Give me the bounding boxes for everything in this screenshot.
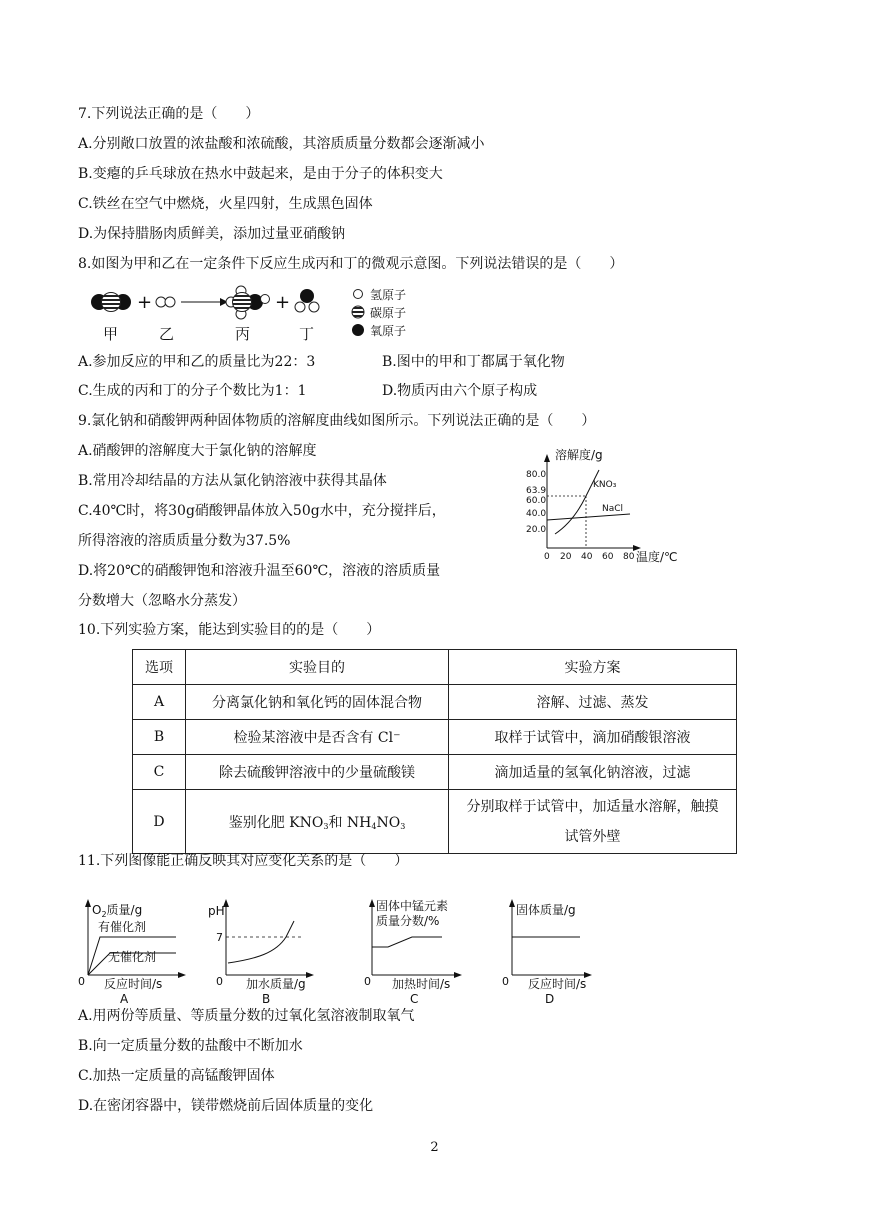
svg-text:A: A bbox=[120, 992, 129, 1006]
nacl-label: NaCl bbox=[602, 504, 624, 514]
row-a-plan: 溶解、过滤、蒸发 bbox=[449, 685, 737, 720]
row-d-option: D bbox=[133, 790, 186, 854]
q8-molecule-diagram bbox=[85, 283, 425, 349]
label-yi: 乙 bbox=[159, 325, 175, 343]
svg-text:pH: pH bbox=[208, 904, 225, 918]
table-row bbox=[133, 790, 737, 854]
q8-option-a: A.参加反应的甲和乙的质量比为22：3 bbox=[78, 354, 316, 370]
q11-graphs bbox=[76, 893, 606, 1015]
q10-stem: 10.下列实验方案，能达到实验目的的是（ ） bbox=[78, 622, 381, 638]
y-tick-80: 80.0 bbox=[526, 470, 547, 480]
svg-text:质量分数/%: 质量分数/% bbox=[376, 914, 440, 928]
svg-text:+: + bbox=[275, 292, 291, 313]
header-plan: 实验方案 bbox=[449, 650, 737, 685]
label-jia: 甲 bbox=[103, 325, 119, 343]
graph-b bbox=[208, 899, 314, 1006]
svg-text:0: 0 bbox=[216, 975, 223, 988]
q7-option-d: D.为保持腊肠肉质鲜美，添加过量亚硝酸钠 bbox=[78, 226, 346, 242]
q9-option-c-line1: C.40℃时，将30g硝酸钾晶体放入50g水中，充分搅拌后， bbox=[78, 503, 446, 519]
svg-text:固体质量/g: 固体质量/g bbox=[516, 903, 576, 917]
q9-option-d-line1: D.将20℃的硝酸钾饱和溶液升温至60℃，溶液的溶质质量 bbox=[78, 563, 441, 579]
q7-option-a: A.分别敞口放置的浓盐酸和浓硫酸，其溶质质量分数都会逐渐减小 bbox=[78, 136, 485, 152]
kno3-label: KNO₃ bbox=[593, 480, 617, 490]
y-axis-label: 溶解度/g bbox=[555, 448, 603, 462]
x-axis-label: 温度/℃ bbox=[636, 550, 678, 564]
svg-text:0: 0 bbox=[78, 975, 85, 988]
svg-text:加热时间/s: 加热时间/s bbox=[392, 977, 451, 991]
row-d-goal: 鉴别化肥 $KNO_3$和 $NH_4NO_3$ bbox=[186, 790, 449, 854]
svg-text:反应时间/s: 反应时间/s bbox=[104, 977, 163, 991]
svg-text:固体中锰元素: 固体中锰元素 bbox=[376, 899, 449, 913]
legend-carbon: 碳原子 bbox=[370, 306, 407, 320]
q11-option-b: B.向一定质量分数的盐酸中不断加水 bbox=[78, 1038, 303, 1054]
q7-stem: 7.下列说法正确的是（ ） bbox=[78, 106, 260, 122]
molecule-bing bbox=[226, 286, 270, 319]
x-tick-0: 0 bbox=[544, 552, 550, 562]
svg-text:O2质量/g: $O_2$质量/g bbox=[92, 903, 143, 919]
y-tick-63-9: 63.9 bbox=[526, 486, 547, 496]
table-header-row bbox=[133, 650, 737, 685]
q9-stem: 9.氯化钠和硝酸钾两种固体物质的溶解度曲线如图所示。下列说法正确的是（ ） bbox=[78, 413, 596, 429]
graph-c bbox=[364, 898, 462, 1006]
q9-option-c-line2: 所得溶液的溶质质量分数为37.5% bbox=[78, 533, 291, 549]
svg-text:0: 0 bbox=[502, 975, 509, 988]
row-a-goal: 分离氯化钠和氧化钙的固体混合物 bbox=[186, 685, 449, 720]
q9-option-d-line2: 分数增大（忽略水分蒸发） bbox=[78, 593, 246, 609]
q8-option-d: D.物质丙由六个原子构成 bbox=[382, 383, 538, 399]
solubility-chart bbox=[515, 448, 695, 570]
x-tick-20: 20 bbox=[560, 552, 572, 562]
q9-option-a: A.硝酸钾的溶解度大于氯化钠的溶解度 bbox=[78, 443, 317, 459]
x-tick-80: 80 bbox=[623, 552, 635, 562]
row-c-plan: 滴加适量的氢氧化钠溶液，过滤 bbox=[449, 755, 737, 790]
svg-text:D: D bbox=[545, 992, 555, 1006]
page-number: 2 bbox=[430, 1140, 439, 1155]
q11-option-a: A.用两份等质量、等质量分数的过氧化氢溶液制取氧气 bbox=[78, 1008, 415, 1024]
label-ding: 丁 bbox=[299, 325, 315, 343]
legend-hydrogen: 氢原子 bbox=[370, 288, 407, 302]
svg-text:7: 7 bbox=[216, 931, 223, 944]
y-tick-40: 40.0 bbox=[526, 509, 547, 519]
x-tick-60: 60 bbox=[602, 552, 614, 562]
label-bing: 丙 bbox=[235, 325, 251, 343]
molecule-yi bbox=[156, 297, 175, 307]
q11-option-c: C.加热一定质量的高锰酸钾固体 bbox=[78, 1068, 275, 1084]
svg-text:C: C bbox=[410, 992, 419, 1006]
table-row bbox=[133, 755, 737, 790]
atom-legend bbox=[352, 288, 406, 338]
header-goal: 实验目的 bbox=[186, 650, 449, 685]
molecule-ding bbox=[295, 289, 319, 312]
row-b-goal: 检验某溶液中是否含有 Cl⁻ bbox=[186, 720, 449, 755]
row-c-option: C bbox=[133, 755, 186, 790]
svg-text:有催化剂: 有催化剂 bbox=[98, 920, 147, 934]
q8-option-b: B.图中的甲和丁都属于氧化物 bbox=[382, 354, 565, 370]
q7-option-b: B.变瘪的乒乓球放在热水中鼓起来，是由于分子的体积变大 bbox=[78, 166, 443, 182]
svg-text:0: 0 bbox=[364, 975, 371, 988]
legend-oxygen: 氧原子 bbox=[370, 324, 407, 338]
graph-a bbox=[78, 899, 186, 1006]
q11-stem: 11.下列图像能正确反映其对应变化关系的是（ ） bbox=[78, 853, 409, 869]
molecule-jia bbox=[91, 293, 131, 312]
row-d-plan: 分别取样于试管中，加适量水溶解，触摸 试管外壁 bbox=[449, 790, 737, 854]
q7-option-c: C.铁丝在空气中燃烧，火星四射，生成黑色固体 bbox=[78, 196, 373, 212]
nacl-curve bbox=[547, 514, 630, 520]
q11-option-d: D.在密闭容器中，镁带燃烧前后固体质量的变化 bbox=[78, 1098, 374, 1114]
q8-option-c: C.生成的丙和丁的分子个数比为1：1 bbox=[78, 383, 307, 399]
svg-text:反应时间/s: 反应时间/s bbox=[528, 977, 587, 991]
row-a-option: A bbox=[133, 685, 186, 720]
table-row bbox=[133, 685, 737, 720]
svg-text:+: + bbox=[137, 292, 153, 313]
svg-text:B: B bbox=[262, 992, 271, 1006]
table-row bbox=[133, 720, 737, 755]
row-c-goal: 除去硫酸钾溶液中的少量硫酸镁 bbox=[186, 755, 449, 790]
y-tick-60: 60.0 bbox=[526, 496, 547, 506]
row-b-plan: 取样于试管中，滴加硝酸银溶液 bbox=[449, 720, 737, 755]
q10-table bbox=[132, 649, 737, 854]
x-tick-40: 40 bbox=[581, 552, 593, 562]
header-option: 选项 bbox=[133, 650, 186, 685]
y-tick-20: 20.0 bbox=[526, 525, 547, 535]
row-b-option: B bbox=[133, 720, 186, 755]
svg-text:加水质量/g: 加水质量/g bbox=[246, 977, 306, 991]
svg-text:无催化剂: 无催化剂 bbox=[108, 950, 157, 964]
graph-d bbox=[502, 899, 592, 1006]
q8-stem: 8.如图为甲和乙在一定条件下反应生成丙和丁的微观示意图。下列说法错误的是（ ） bbox=[78, 256, 624, 272]
q9-option-b: B.常用冷却结晶的方法从氯化钠溶液中获得其晶体 bbox=[78, 473, 387, 489]
